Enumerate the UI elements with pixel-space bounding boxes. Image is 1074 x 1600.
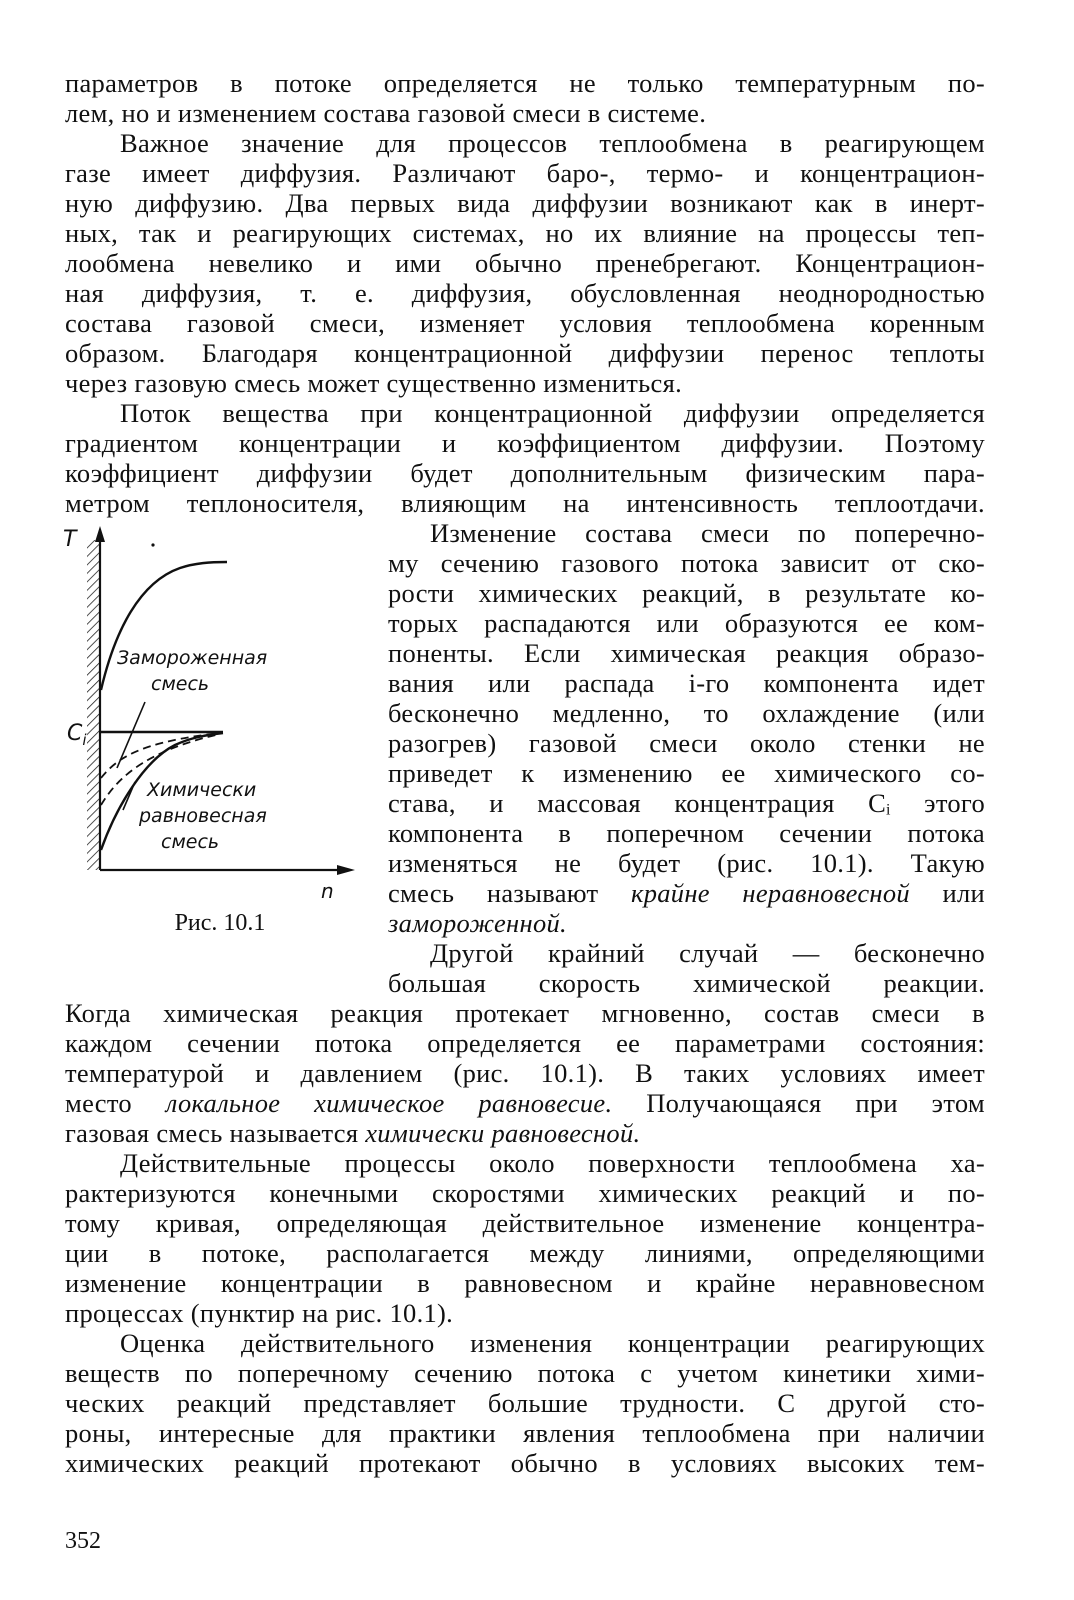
text-line: приведет к изменению ее химического со- [388, 758, 985, 788]
text-line: процессах (пунктир на рис. 10.1). [65, 1298, 454, 1328]
figure-10-1 [55, 520, 375, 900]
text-line: состава газовой смеси, изменяет условия теплообмена коренным [65, 308, 985, 338]
ci-subscript: i [82, 731, 87, 749]
text-line: Поток вещества при концентрационной диффузии определяется [120, 398, 985, 428]
figure-caption: Рис. 10.1 [174, 910, 266, 936]
text-line: температурой и давлением (рис. 10.1). В таких условиях имеет [65, 1058, 985, 1088]
text-span: место [65, 1088, 166, 1118]
text-span: газовая смесь называется [65, 1118, 366, 1148]
text-line: лообмена невелико и ими обычно пренебрегают. Концентрацион- [65, 248, 985, 278]
text-line: химических реакций протекают обычно в условиях высоких тем- [65, 1448, 985, 1478]
equil-label-3: смесь [161, 831, 220, 853]
text-line: изменяться не будет (рис. 10.1). Такую [388, 848, 985, 878]
italic-term: локальное химическое равновесие. [165, 1088, 613, 1118]
text-line: става, и массовая концентрация Cᵢ этого [388, 788, 985, 818]
text-line: через газовую смесь может существенно измениться. [65, 368, 683, 398]
text-line [65, 1088, 985, 1118]
text-line: бесконечно медленно, то охлаждение (или [388, 698, 985, 728]
text-line: торых распадаются или образуются ее ком- [388, 608, 985, 638]
equil-label-1: Химически [147, 779, 257, 801]
x-axis-arrow [337, 865, 355, 875]
text-line: Другой крайний случай — бесконечно [430, 938, 985, 968]
page-number: 352 [65, 1528, 101, 1554]
text-line: поненты. Если химическая реакция образо- [388, 638, 985, 668]
text-line: градиентом концентрации и коэффициентом диффузии. Поэтому [65, 428, 985, 458]
text-line: ную диффузию. Два первых вида диффузии возникают как в инерт- [65, 188, 985, 218]
text-span: смесь называют [388, 878, 631, 908]
text-line: газе имеет диффузия. Различают баро-, термо- и концентрацион- [65, 158, 985, 188]
equilibrium-pointer [123, 782, 135, 810]
text-line: рости химических реакций, в результате ко- [388, 578, 985, 608]
y-axis-arrow [95, 526, 105, 542]
text-line: Оценка действительного изменения концентрации реагирующих [120, 1328, 985, 1358]
frozen-label-2: смесь [151, 673, 210, 695]
text-line: веществ по поперечному сечению потока с учетом кинетики хими- [65, 1358, 985, 1388]
italic-term: замороженной. [388, 908, 567, 938]
text-span: или [909, 878, 985, 908]
equil-label-2: равновесная [139, 805, 267, 827]
text-line: вания или распада i-го компонента идет [388, 668, 985, 698]
text-span: Получающаяся при этом [612, 1088, 985, 1118]
italic-term: крайне неравновесной [631, 878, 910, 908]
text-line: Изменение состава смеси по поперечно- [430, 518, 985, 548]
text-line: образом. Благодаря концентрационной диффузии перенос теплоты [65, 338, 985, 368]
text-line [65, 1118, 985, 1148]
text-line: роны, интересные для практики явления теплообмена при наличии [65, 1418, 985, 1448]
text-line: каждом сечении потока определяется ее параметрами состояния: [65, 1028, 985, 1058]
ci-letter: C [67, 721, 83, 746]
text-line: коэффициент диффузии будет дополнительным физическим пара- [65, 458, 985, 488]
text-line: ческих реакций представляет большие трудности. С другой сто- [65, 1388, 985, 1418]
frozen-label-1: Замороженная [117, 647, 268, 669]
text-line [388, 908, 985, 938]
italic-term: химически равновесной. [365, 1118, 641, 1148]
text-line [388, 878, 985, 908]
axis-y-label: T [63, 527, 77, 552]
text-line: разогрев) газовой смеси около стенки не [388, 728, 985, 758]
text-line: ции в потоке, располагается между линиями, определяющими [65, 1238, 985, 1268]
text-line: параметров в потоке определяется не только температурным по- [65, 68, 985, 98]
text-line: Действительные процессы около поверхности теплообмена ха- [120, 1148, 985, 1178]
text-line: Когда химическая реакция протекает мгновенно, состав смеси в [65, 998, 985, 1028]
text-line: Важное значение для процессов теплообмена в реагирующем [120, 128, 985, 158]
text-line: ная диффузия, т. е. диффузия, обусловленная неоднородностью [65, 278, 985, 308]
text-line: компонента в поперечном сечении потока [388, 818, 985, 848]
figure-dot [151, 543, 154, 546]
ci-label [67, 721, 87, 749]
text-line: рактеризуются конечными скоростями химических реакций и по- [65, 1178, 985, 1208]
text-line: ных, так и реагирующих системах, но их влияние на процессы теп- [65, 218, 985, 248]
text-line: изменение концентрации в равновесном и крайне неравновесном [65, 1268, 985, 1298]
temperature-curve [101, 562, 227, 690]
axis-x-label: n [321, 879, 334, 900]
text-line: му сечению газового потока зависит от ско- [388, 548, 985, 578]
frozen-pointer [117, 702, 145, 768]
text-line: метром теплоносителя, влияющим на интенсивность теплоотдачи. [65, 488, 985, 518]
wall-hatch [87, 540, 99, 870]
text-line: лем, но и изменением состава газовой смеси в системе. [65, 98, 707, 128]
text-line: тому кривая, определяющая действительное изменение концентра- [65, 1208, 985, 1238]
text-line: большая скорость химической реакции. [388, 968, 985, 998]
figure-diagram [55, 520, 375, 900]
